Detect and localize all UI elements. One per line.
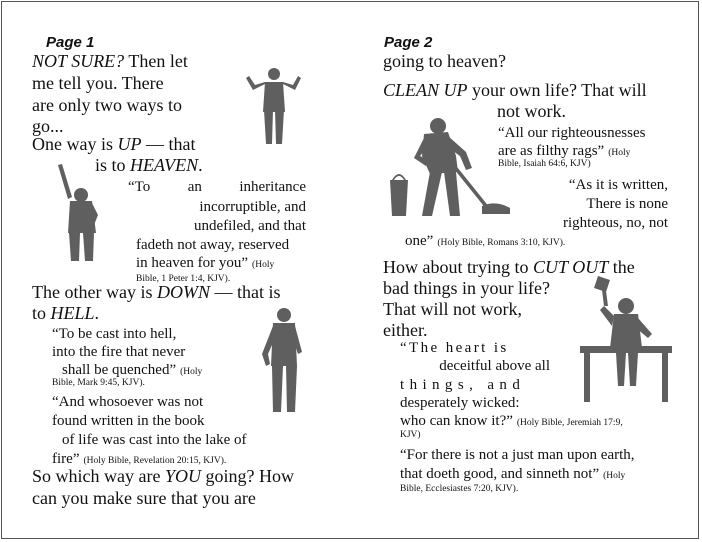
page-1-header: Page 1: [46, 34, 95, 51]
q2-line-3: shall be quenched” (Holy: [62, 362, 203, 378]
cut-out-line-2: bad things in your life?: [383, 278, 550, 298]
shrugging-man-icon: [243, 64, 305, 146]
q2-p2-line-3: righteous, no, not: [563, 215, 668, 231]
page-2-header: Page 2: [384, 34, 433, 51]
q2-p2-line-1: “As it is written,: [568, 177, 668, 193]
q4-p2-line-1: “For there is not a just man upon earth,: [400, 447, 635, 463]
sweeping-man-icon: [386, 116, 516, 222]
p1-line-1: NOT SURE? Then let: [32, 51, 188, 71]
q3-p2-line-3: things, and: [400, 377, 526, 393]
p2-line-1: One way is UP — that: [32, 134, 196, 154]
butcher-man-icon: [580, 276, 672, 404]
p3-line-1: The other way is DOWN — that is: [32, 282, 281, 302]
q3-line-3: of life was cast into the lake of: [62, 432, 247, 448]
p4-line-1: So which way are YOU going? How: [32, 466, 294, 486]
q2-line-2: into the fire that never: [52, 344, 186, 360]
p3-line-2: to HELL.: [32, 303, 100, 323]
q1-citation: Bible, 1 Peter 1:4, KJV).: [136, 274, 231, 284]
q3-line-1: “And whosoever was not: [52, 394, 204, 410]
cut-out-line-1: How about trying to CUT OUT the: [383, 257, 635, 277]
q1-p2-line-2: are as filthy rags” (Holy: [498, 143, 631, 159]
p2-line-2: is to HEAVEN.: [95, 155, 203, 175]
q3-line-2: found written in the book: [52, 413, 205, 429]
q4-p2-citation: Bible, Ecclesiastes 7:20, KJV).: [400, 484, 519, 494]
q1-line-5: in heaven for you” (Holy: [136, 255, 275, 271]
cut-out-line-3: That will not work,: [383, 299, 522, 319]
pointing-down-man-icon: [258, 306, 308, 414]
q1-line-4: fadeth not away, reserved: [136, 237, 290, 253]
q2-citation: Bible, Mark 9:45, KJV).: [52, 378, 145, 388]
q4-p2-line-2: that doeth good, and sinneth not” (Holy: [400, 466, 626, 482]
p4-line-2: can you make sure that you are: [32, 488, 256, 508]
clean-up-line-2: not work.: [497, 101, 566, 121]
q3-line-4: fire” (Holy Bible, Revelation 20:15, KJV).: [52, 451, 227, 467]
q1-p2-line-1: “All our righteousnesses: [498, 125, 646, 141]
q1-line-3: undefiled, and that: [193, 218, 306, 234]
p1-line-2: me tell you. There: [32, 73, 164, 93]
q1-line-1: “To an inheritance: [128, 179, 306, 195]
q3-p2-line-1: “The heart is: [400, 340, 509, 356]
q3-p2-line-4: desperately wicked:: [400, 395, 520, 411]
q3-p2-line-5: who can know it?” (Holy Bible, Jeremiah 17:9,: [400, 413, 623, 429]
clean-up-line-1: CLEAN UP your own life? That will: [383, 80, 647, 100]
pointing-up-man-icon: [54, 163, 106, 263]
q1-line-2: incorruptible, and: [199, 199, 306, 215]
p2-intro-line: going to heaven?: [383, 51, 506, 71]
cut-out-line-4: either.: [383, 320, 428, 340]
q2-p2-line-2: There is none: [586, 196, 668, 212]
p1-line-4: go...: [32, 116, 64, 136]
q1-p2-citation: Bible, Isaiah 64:6, KJV): [498, 159, 591, 169]
p1-line-3: are only two ways to: [32, 95, 182, 115]
q3-p2-line-2: deceitful above all: [439, 358, 550, 374]
q2-p2-line-4: one” (Holy Bible, Romans 3:10, KJV).: [405, 233, 566, 249]
q3-p2-citation: KJV): [400, 430, 421, 440]
q2-line-1: “To be cast into hell,: [52, 326, 177, 342]
